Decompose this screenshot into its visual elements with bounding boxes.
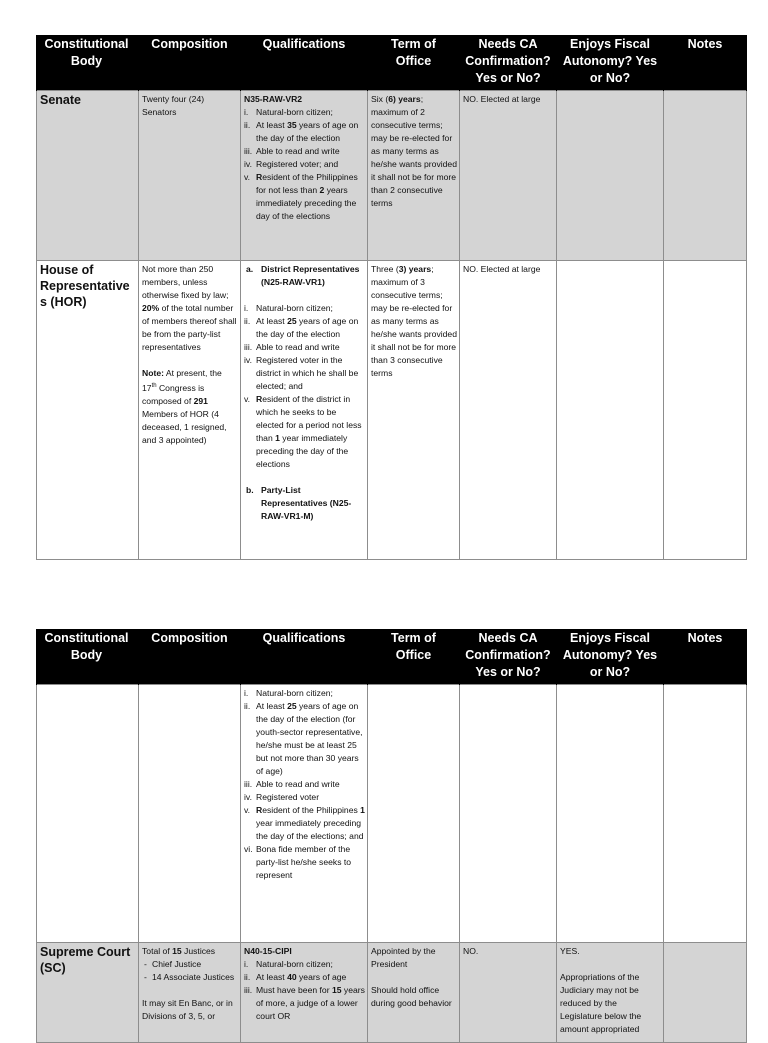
qualifications-cell <box>241 943 368 1043</box>
term-text: Three (3) years; maximum of 3 consecutive terms; may be re-elected for as many terms as he/she wants provided it shall not be for more than 3 consecutive terms <box>371 264 457 378</box>
qualification-list <box>244 302 365 471</box>
list-item: i. Natural-born citizen; <box>244 303 333 313</box>
body-name-cell: House of Representatives (HOR) <box>37 261 139 560</box>
fiscal-line: Appropriations of the Judiciary may not be reduced by the Legislature below the amount appropriated <box>560 972 642 1034</box>
fiscal-cell <box>557 261 664 560</box>
term-cell <box>368 261 460 560</box>
table-row-hor <box>37 261 747 560</box>
list-item: ii. At least 25 years of age on the day of the election <box>244 316 359 339</box>
fiscal-cell <box>557 943 664 1043</box>
notes-cell <box>664 261 747 560</box>
composition-cell <box>139 261 241 560</box>
col-header: Qualifications <box>241 629 368 685</box>
table-row-partylist-continued <box>37 685 747 943</box>
qualifications-cell <box>241 685 368 943</box>
header-row <box>37 35 747 91</box>
col-header: Qualifications <box>241 35 368 91</box>
list-item: iv. Registered voter <box>244 792 320 802</box>
col-header: Term of Office <box>368 629 460 685</box>
col-header: Constitutional Body <box>37 35 139 91</box>
list-item: ii. At least 25 years of age on the day of the election (for youth-sector representative, he/she must be at least 25 but not more than 30 years of age) <box>244 701 363 776</box>
list-item: - 14 Associate Justices <box>144 972 235 982</box>
list-item: - Chief Justice <box>144 959 202 969</box>
composition-text: Not more than 250 members, unless otherwise fixed by law; 20% of the total number of members thereof shall be from the party-list representatives <box>142 264 237 352</box>
list-item: v. Resident of the district in which he seeks to be elected for a period not less than 1 year immediately preceding the day of the elections <box>244 394 362 469</box>
col-header: Needs CA Confirmation? Yes or No? <box>460 35 557 91</box>
header-row <box>37 629 747 685</box>
section-title: a. District Representatives (N25-RAW-VR1) <box>246 264 360 287</box>
fiscal-cell <box>557 91 664 261</box>
col-header: Enjoys Fiscal Autonomy? Yes or No? <box>557 35 664 91</box>
list-item: i. Natural-born citizen; <box>244 959 333 969</box>
composition-cell <box>139 943 241 1043</box>
fiscal-line: YES. <box>560 946 580 956</box>
composition-text: Total of 15 Justices <box>142 946 216 956</box>
composition-list <box>142 958 238 984</box>
col-header: Notes <box>664 35 747 91</box>
term-line: Appointed by the President <box>371 946 436 969</box>
col-header: Composition <box>139 629 241 685</box>
qualification-list <box>244 958 365 1023</box>
ca-cell: NO. Elected at large <box>460 261 557 560</box>
composition-more: It may sit En Banc, or in Divisions of 3, 5, or <box>142 998 233 1021</box>
notes-cell <box>664 91 747 261</box>
list-item: iv. Registered voter in the district in which he shall be elected; and <box>244 355 359 391</box>
col-header: Constitutional Body <box>37 629 139 685</box>
term-cell <box>368 91 460 261</box>
list-item: i. Natural-born citizen; <box>244 688 333 698</box>
comparison-table-2 <box>36 629 747 1043</box>
col-header: Composition <box>139 35 241 91</box>
list-item: vi. Bona fide member of the party-list he/she seeks to represent <box>244 844 352 880</box>
list-item: ii. At least 35 years of age on the day of the election <box>244 120 359 143</box>
composition-note: Note: At present, the 17th Congress is composed of 291 Members of HOR (4 deceased, 1 resigned, and 3 appointed) <box>142 368 227 445</box>
col-header: Enjoys Fiscal Autonomy? Yes or No? <box>557 629 664 685</box>
col-header: Term of Office <box>368 35 460 91</box>
list-item: iii. Able to read and write <box>244 146 340 156</box>
qualification-list <box>244 687 365 882</box>
list-item: i. Natural-born citizen; <box>244 107 333 117</box>
qualifications-cell <box>241 261 368 560</box>
term-text: Six (6) years; maximum of 2 consecutive terms; may be re-elected for as many terms as he/she wants provided it shall not be for more than 2 consecutive terms <box>371 94 457 208</box>
notes-cell <box>664 943 747 1043</box>
qualification-code: N35-RAW-VR2 <box>244 94 303 104</box>
ca-cell: NO. Elected at large <box>460 91 557 261</box>
qualification-code: N40-15-CIPI <box>244 946 292 956</box>
section-title: b. Party-List Representatives (N25-RAW-VR1-M) <box>246 485 352 521</box>
list-item: v. Resident of the Philippines for not less than 2 years immediately preceding the day of the elections <box>244 172 358 221</box>
table-row-supreme-court <box>37 943 747 1043</box>
term-line: Should hold office during good behavior <box>371 985 452 1008</box>
table-row-senate <box>37 91 747 261</box>
col-header: Notes <box>664 629 747 685</box>
list-item: v. Resident of the Philippines 1 year immediately preceding the day of the elections; and <box>244 805 365 841</box>
list-item: iii. Able to read and write <box>244 779 340 789</box>
ca-cell: NO. <box>460 943 557 1043</box>
body-name-cell: Supreme Court (SC) <box>37 943 139 1043</box>
qualification-list <box>244 106 365 223</box>
qualifications-cell <box>241 91 368 261</box>
list-item: ii. At least 40 years of age <box>244 972 347 982</box>
col-header: Needs CA Confirmation? Yes or No? <box>460 629 557 685</box>
list-item: iii. Must have been for 15 years of more, a judge of a lower court OR <box>244 985 365 1021</box>
body-name-cell: Senate <box>37 91 139 261</box>
term-cell <box>368 943 460 1043</box>
composition-cell: Twenty four (24) Senators <box>139 91 241 261</box>
list-item: iv. Registered voter; and <box>244 159 339 169</box>
comparison-table-1 <box>36 35 747 560</box>
list-item: iii. Able to read and write <box>244 342 340 352</box>
